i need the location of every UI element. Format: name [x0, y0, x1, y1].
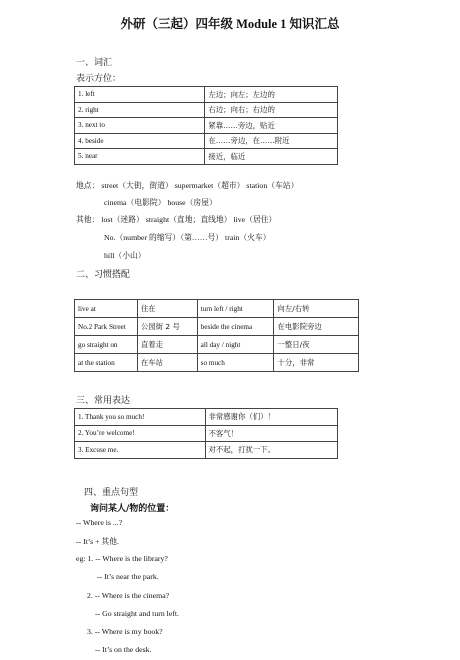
pattern-line-2: -- It’s + 其他.	[76, 537, 119, 546]
table-row	[75, 409, 338, 426]
places-line-1	[76, 180, 298, 191]
table-cell: 5. near	[75, 149, 205, 165]
example-2-question: 2. -- Where is the cinema?	[87, 591, 170, 600]
others-line-3: hill（小山）	[104, 251, 146, 260]
table-row	[75, 354, 359, 372]
vocab-table	[74, 86, 338, 165]
table-cell: 直着走	[137, 336, 197, 354]
table-cell: 1. Thank you so much!	[75, 409, 206, 426]
table-cell: at the station	[75, 354, 138, 372]
section-4-heading: 四、重点句型	[84, 488, 139, 498]
table-cell: 左边；向左；左边的	[205, 87, 338, 103]
example-1-answer: -- It’s near the park.	[97, 572, 159, 581]
table-cell: 3. next to	[75, 118, 205, 134]
table-cell: 住在	[137, 300, 197, 318]
table-cell: 2. right	[75, 102, 205, 118]
expressions-table	[74, 408, 338, 459]
places-label: 地点：	[76, 181, 100, 190]
section-1-heading: 一、词汇	[76, 58, 113, 68]
table-row	[75, 149, 338, 165]
table-cell: all day / night	[197, 336, 274, 354]
others-line-1	[76, 214, 276, 225]
table-row	[75, 133, 338, 149]
example-3-question: 3. -- Where is my book?	[87, 627, 163, 636]
table-cell: 接近，临近	[205, 149, 338, 165]
section-1-subheading: 表示方位：	[76, 74, 122, 84]
others-label: 其他：	[76, 215, 100, 224]
phrases-table	[74, 299, 359, 372]
table-cell: go straight on	[75, 336, 138, 354]
table-cell: 紧靠……旁边，贴近	[205, 118, 338, 134]
table-cell: 3. Excuse me.	[75, 442, 206, 459]
table-row	[75, 300, 359, 318]
table-cell: 1. left	[75, 87, 205, 103]
section-2-heading: 二、习惯搭配	[76, 270, 131, 280]
pattern-line-1: -- Where is ...?	[76, 518, 123, 527]
table-row	[75, 425, 338, 442]
table-cell: 公园街 2 号	[137, 318, 197, 336]
example-1-question: eg: 1. -- Where is the library?	[76, 554, 168, 563]
table-cell: beside the cinema	[197, 318, 274, 336]
table-cell: live at	[75, 300, 138, 318]
table-row	[75, 102, 338, 118]
table-cell: so much	[197, 354, 274, 372]
table-row	[75, 87, 338, 103]
table-cell: 在车站	[137, 354, 197, 372]
others-text-1: lost（迷路） straight（直地；直线地） live（居住）	[101, 215, 277, 224]
others-line-2: No.（number 的缩写）（第……号） train（火车）	[104, 233, 271, 242]
section-3-heading: 三、常用表达	[76, 396, 131, 406]
example-2-answer: -- Go straight and turn left.	[95, 609, 180, 618]
table-row	[75, 318, 359, 336]
example-3-answer: -- It’s on the desk.	[95, 645, 152, 654]
table-cell: 在……旁边，在……附近	[205, 133, 338, 149]
table-cell: 对不起，打扰一下。	[205, 442, 338, 459]
table-cell: 十分，非常	[274, 354, 359, 372]
places-text-1: street（大街，街道） supermarket（超市） station（车站）	[101, 181, 299, 190]
table-cell: 在电影院旁边	[274, 318, 359, 336]
table-row	[75, 336, 359, 354]
table-row	[75, 118, 338, 134]
table-cell: 非常感谢你（们）！	[205, 409, 338, 426]
table-cell: 向左/右转	[274, 300, 359, 318]
table-cell: 2. You’re welcome!	[75, 425, 206, 442]
table-cell: turn left / right	[197, 300, 274, 318]
table-cell: No.2 Park Street	[75, 318, 138, 336]
table-cell: 4. beside	[75, 133, 205, 149]
table-row	[75, 442, 338, 459]
section-4-subheading: 询问某人/物的位置：	[90, 504, 175, 514]
table-cell: 不客气！	[205, 425, 338, 442]
table-cell: 一整日/夜	[274, 336, 359, 354]
table-cell: 右边；向右；右边的	[205, 102, 338, 118]
page-title: 外研（三起）四年级 Module 1 知识汇总	[120, 17, 340, 31]
places-line-2: cinema（电影院） house（房屋）	[104, 198, 217, 207]
